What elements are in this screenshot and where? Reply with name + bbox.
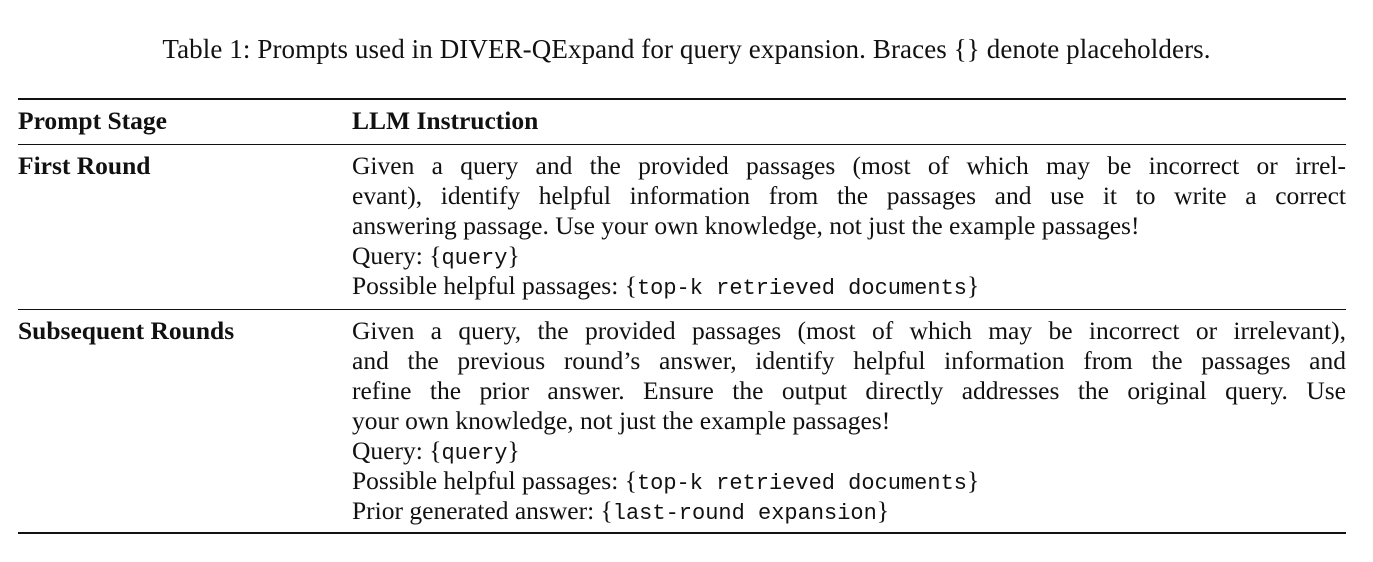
query-label: Query:	[352, 436, 430, 465]
row-instruction-subsequent-rounds	[352, 316, 1346, 526]
table-bottom-rule	[18, 532, 1346, 534]
table-row-rule	[18, 309, 1346, 310]
prior-answer-placeholder: last-round expansion	[612, 501, 877, 526]
table-top-rule	[18, 98, 1346, 100]
query-label: Query:	[352, 241, 430, 270]
passages-label: Possible helpful passages:	[352, 271, 625, 300]
passages-line: Possible helpful passages: {top-k retrieved documents}	[352, 271, 980, 301]
row-stage-subsequent-rounds: Subsequent Rounds	[18, 316, 235, 345]
row-stage-first-round: First Round	[18, 151, 151, 180]
instruction-line: evant), identify helpful information from the passages and use it to write a correct	[352, 181, 1346, 210]
passages-line: Possible helpful passages: {top-k retrieved documents}	[352, 466, 980, 496]
instruction-line: answering passage. Use your own knowledge, not just the example passages!	[352, 211, 1140, 240]
instruction-line: Given a query and the provided passages (most of which may be incorrect or irrel-	[352, 151, 1346, 180]
header-llm-instruction: LLM Instruction	[352, 106, 539, 135]
prior-answer-label: Prior generated answer:	[352, 496, 601, 525]
instruction-line: refine the prior answer. Ensure the output directly addresses the original query. Use	[352, 376, 1346, 405]
query-line: Query: {query}	[352, 436, 520, 466]
table-caption: Table 1: Prompts used in DIVER-QExpand for query expansion. Braces {} denote placeholders.	[162, 34, 1211, 64]
instruction-line: and the previous round’s answer, identify helpful information from the passages and	[352, 346, 1346, 375]
instruction-line: your own knowledge, not just the example passages!	[352, 406, 891, 435]
instruction-line: Given a query, the provided passages (most of which may be incorrect or irrelevant),	[352, 316, 1346, 345]
row-instruction-first-round	[352, 151, 1346, 301]
passages-placeholder: top-k retrieved documents	[636, 276, 967, 301]
prior-answer-line: Prior generated answer: {last-round expansion}	[352, 496, 890, 526]
passages-label: Possible helpful passages:	[352, 466, 625, 495]
header-prompt-stage: Prompt Stage	[18, 106, 167, 135]
query-placeholder: query	[441, 246, 508, 271]
passages-placeholder: top-k retrieved documents	[636, 471, 967, 496]
query-placeholder: query	[441, 441, 508, 466]
query-line: Query: {query}	[352, 241, 520, 271]
table-header-rule	[18, 144, 1346, 145]
